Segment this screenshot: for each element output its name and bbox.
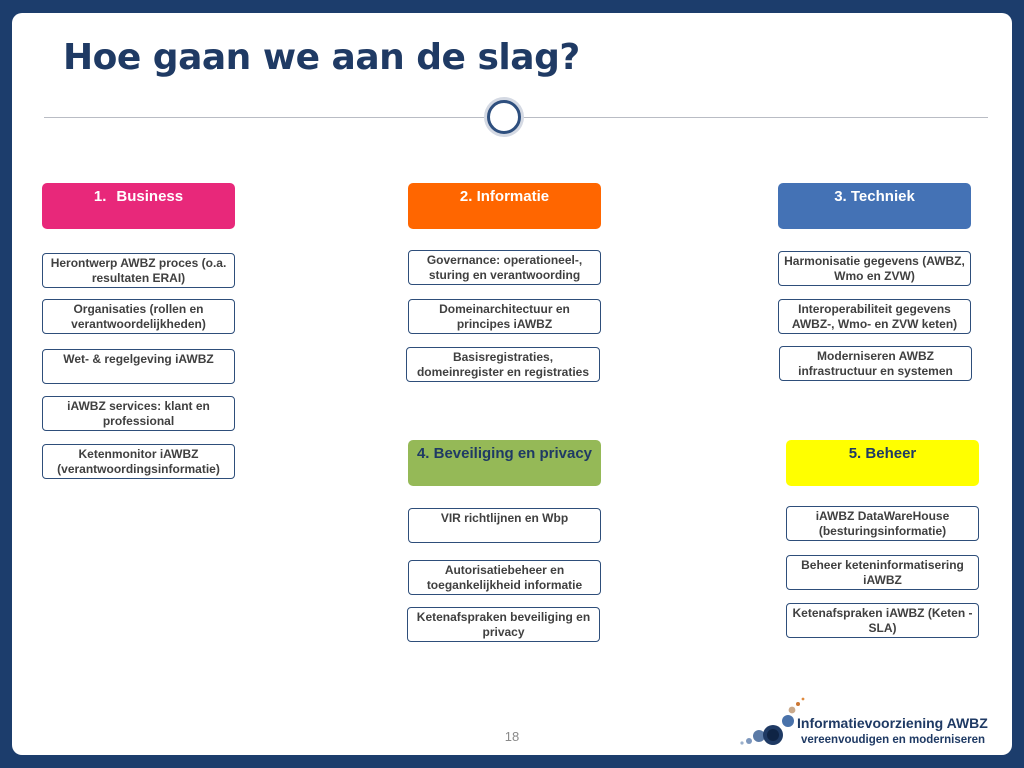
beveiliging-item: VIR richtlijnen en Wbp [408,508,601,543]
header-business [42,183,235,229]
beveiliging-item: Ketenafspraken beveiliging en privacy [407,607,600,642]
techniek-item: Harmonisatie gegevens (AWBZ, Wmo en ZVW) [778,251,971,286]
logo-tagline: vereenvoudigen en moderniseren [801,734,986,746]
business-item: Wet- & regelgeving iAWBZ [42,349,235,384]
techniek-item: Moderniseren AWBZ infrastructuur en systemen [779,346,972,381]
informatie-item: Governance: operationeel-, sturing en verantwoording [408,250,601,285]
beveiliging-item: Autorisatiebeheer en toegankelijkheid informatie [408,560,601,595]
logo [732,693,1012,753]
beheer-item: Ketenafspraken iAWBZ (Keten - SLA) [786,603,979,638]
page-number: 18 [504,729,520,744]
header-beveiliging-privacy: 4. Beveiliging en privacy [408,440,601,486]
beheer-item: Beheer keteninformatisering iAWBZ [786,555,979,590]
beheer-item: iAWBZ DataWareHouse (besturingsinformatie) [786,506,979,541]
business-item: Organisaties (rollen en verantwoordelijkheden) [42,299,235,334]
business-item: Ketenmonitor iAWBZ (verantwoordingsinformatie) [42,444,235,479]
informatie-item: Basisregistraties, domeinregister en registraties [406,347,600,382]
business-item: Herontwerp AWBZ proces (o.a. resultaten ERAI) [42,253,235,288]
header-informatie: 2. Informatie [408,183,601,229]
header-techniek: 3. Techniek [778,183,971,229]
slide-title: Hoe gaan we aan de slag? [63,37,580,78]
techniek-item: Interoperabiliteit gegevens AWBZ-, Wmo- en ZVW keten) [778,299,971,334]
business-item: iAWBZ services: klant en professional [42,396,235,431]
divider-circle-ornament [487,100,521,134]
header-business-number: 1. [93,188,107,205]
header-beheer: 5. Beheer [786,440,979,486]
slide [12,13,1012,755]
informatie-item: Domeinarchitectuur en principes iAWBZ [408,299,601,334]
logo-name: Informatievoorziening AWBZ [797,715,988,731]
header-business-label: Business [116,188,184,205]
